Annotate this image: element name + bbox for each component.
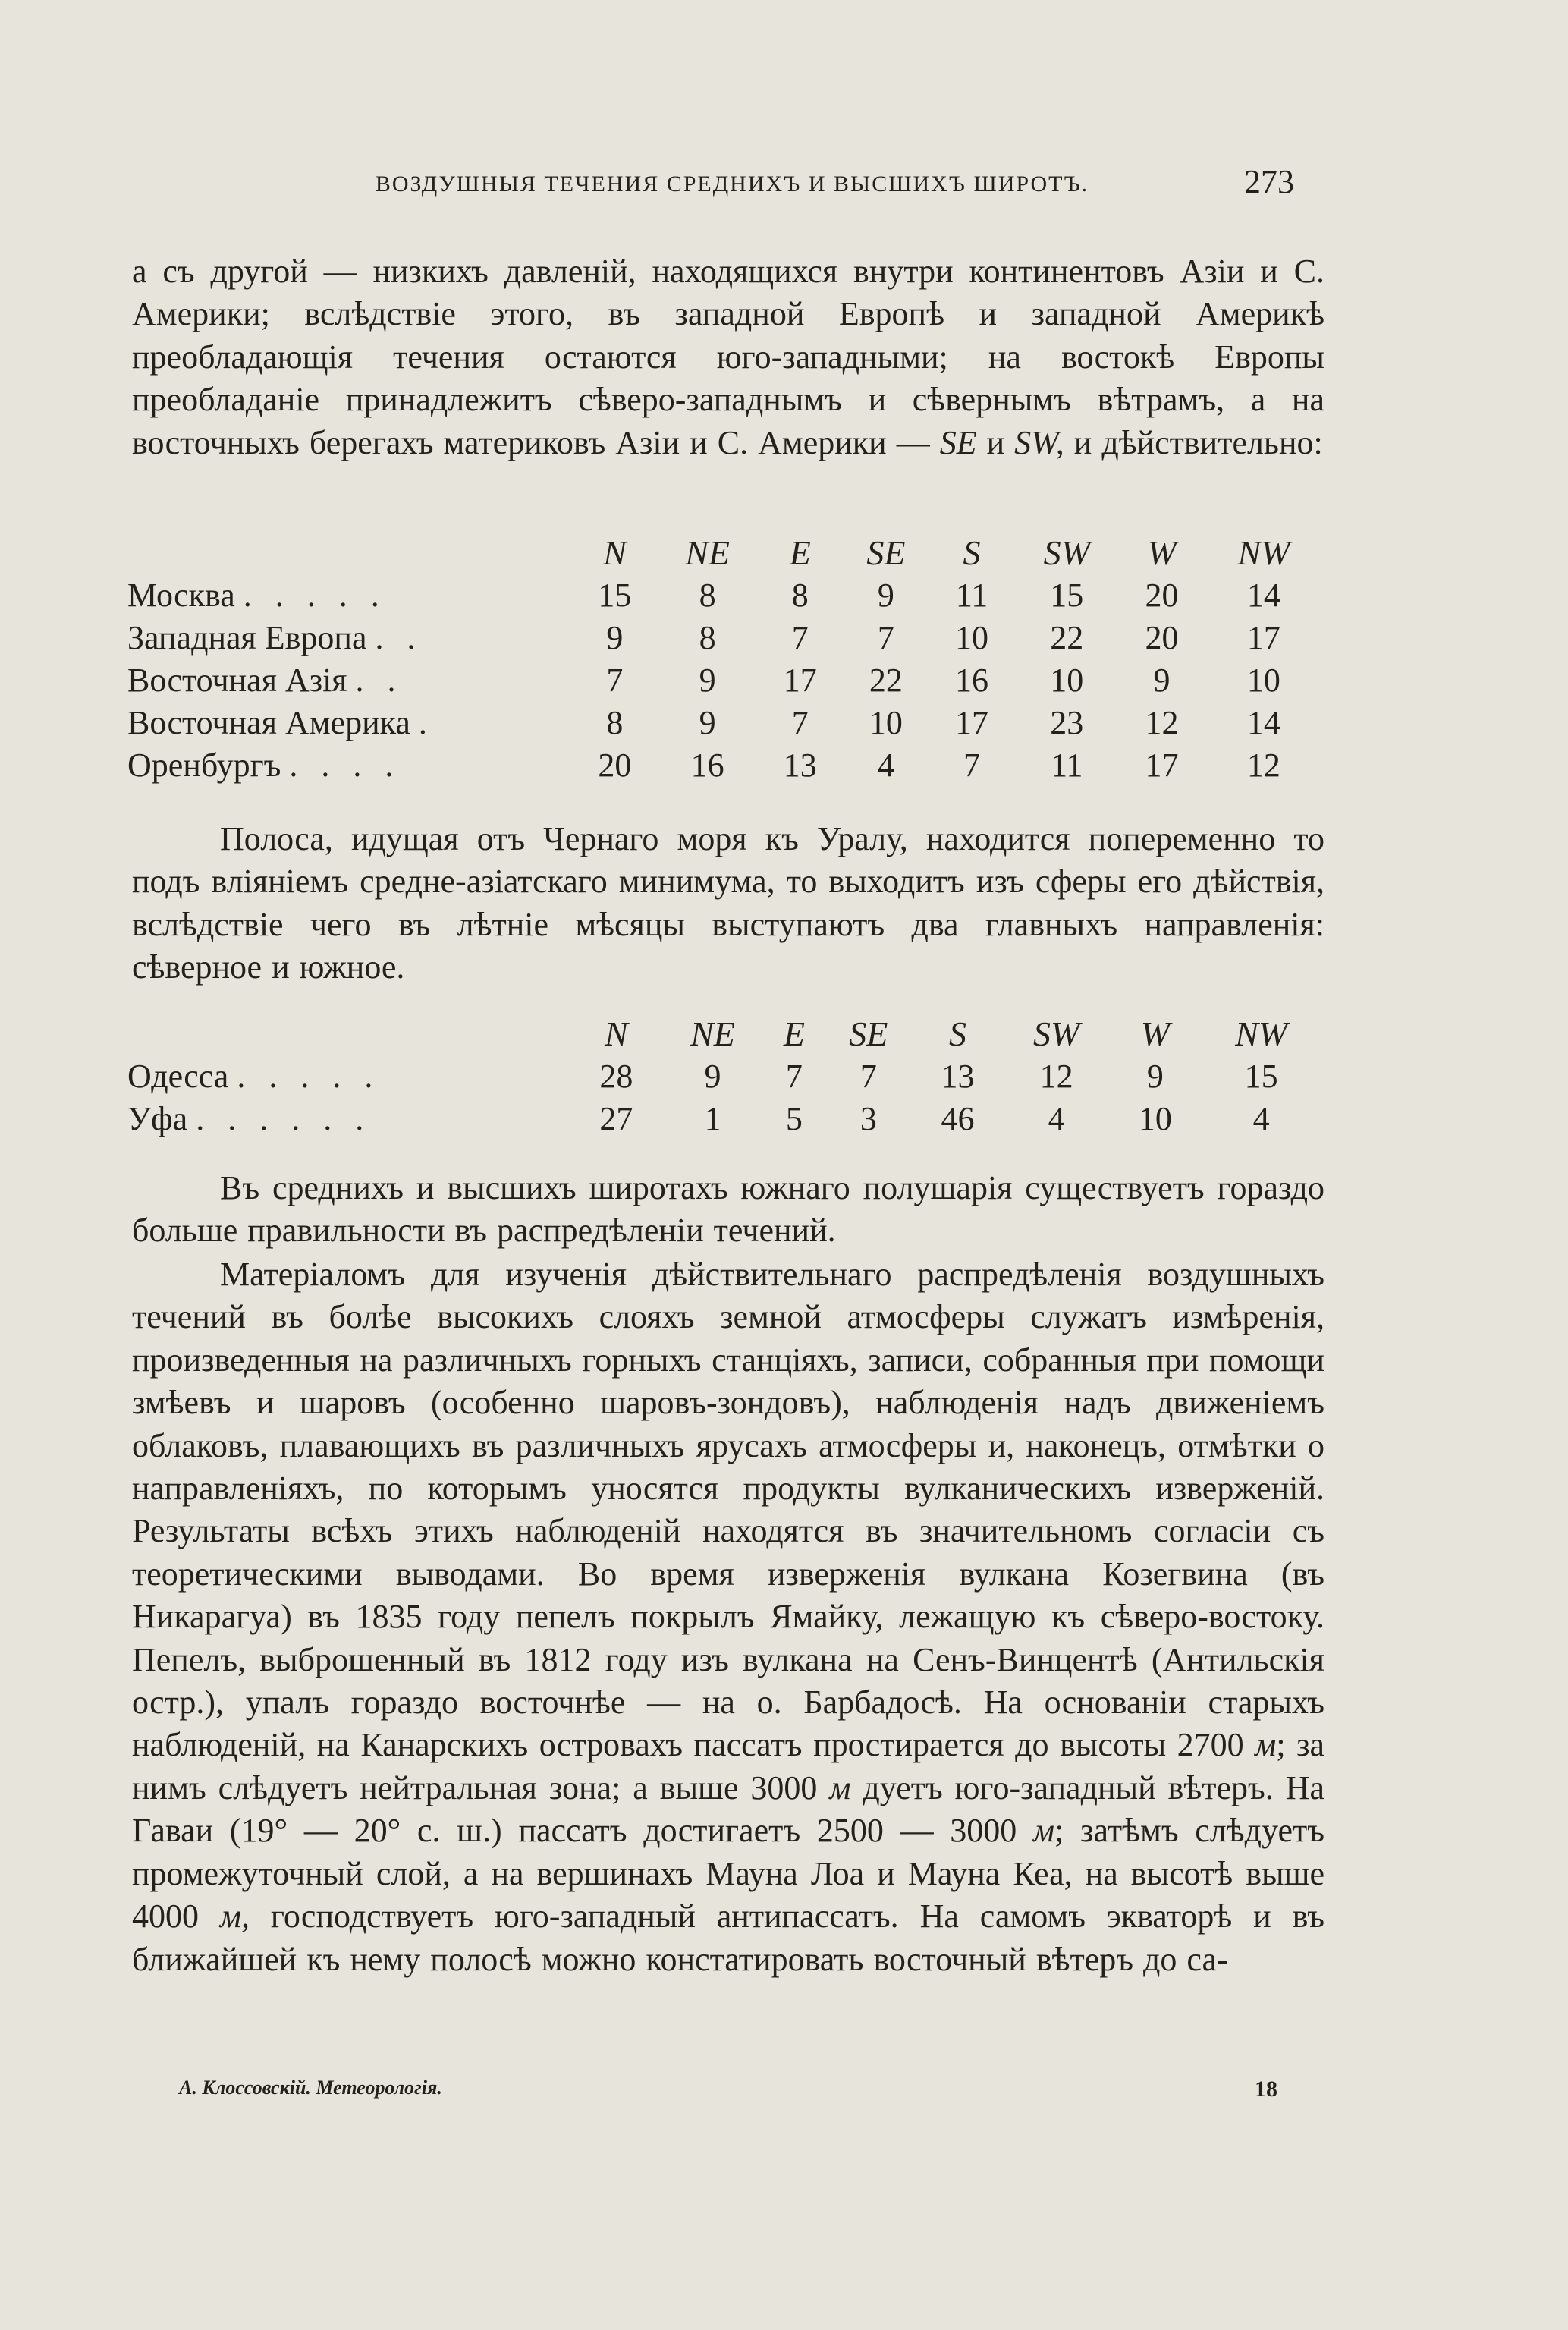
- table-row: Западная Европа . . 9 8 7 7 10 22 20 17: [127, 616, 1326, 659]
- table-header-row: [127, 531, 1326, 574]
- table-cell: 10: [955, 618, 989, 656]
- column-header: NE: [685, 533, 730, 572]
- table-cell: 16: [955, 661, 989, 699]
- row-label: Одесса: [127, 1057, 229, 1095]
- table-cell: 3: [859, 1099, 877, 1137]
- table-row: Восточная Азія . . 7 9 17 22 16 10 9 10: [127, 659, 1326, 701]
- table-cell: 8: [699, 576, 716, 614]
- table-header-row: [127, 1012, 1326, 1055]
- table-cell: 4: [877, 746, 894, 784]
- table-cell: 14: [1246, 576, 1280, 614]
- table-cell: 7: [877, 618, 894, 656]
- wind-table-2: [127, 1012, 1326, 1140]
- table-cell: 7: [859, 1057, 877, 1095]
- row-label: Уфа: [127, 1099, 188, 1137]
- table-cell: 28: [599, 1057, 633, 1095]
- column-header: E: [783, 1014, 805, 1053]
- table-cell: 14: [1246, 703, 1280, 741]
- table-cell: 13: [783, 746, 817, 784]
- table-cell: 9: [1153, 661, 1171, 699]
- table-cell: 9: [699, 661, 716, 699]
- table-cell: 9: [606, 618, 624, 656]
- table-cell: 23: [1050, 703, 1084, 741]
- table-cell: 12: [1246, 746, 1280, 784]
- table-cell: 12: [1145, 703, 1179, 741]
- column-header: E: [789, 533, 811, 572]
- row-label: Оренбургъ: [127, 746, 281, 784]
- table-cell: 8: [791, 576, 809, 614]
- column-header: NW: [1235, 1014, 1288, 1053]
- column-header: SW: [1043, 533, 1090, 572]
- table-cell: 27: [599, 1099, 633, 1137]
- row-label: Москва: [127, 576, 235, 614]
- table-cell: 22: [869, 661, 903, 699]
- row-label: Восточная Америка: [127, 703, 410, 741]
- table-cell: 5: [785, 1099, 803, 1137]
- column-header: N: [602, 533, 627, 572]
- table-cell: 10: [1138, 1099, 1172, 1137]
- paragraph-1: а съ другой — низкихъ давленій, находящихся внутри континентовъ Азіи и С. Америки; вслѣдствіе этого, въ западной Европѣ и западной Америкѣ преобладающія течения остаются юго-западными; на востокѣ Европы преобладаніе принадлежитъ сѣверо-западнымъ и сѣвернымъ вѣтрамъ, а на восточныхъ берегахъ материковъ Азіи и С. Америки — SE и SW, и дѣйствительно:: [132, 253, 1324, 461]
- row-label: Западная Европа: [127, 618, 367, 656]
- column-header: SE: [866, 533, 906, 572]
- table-cell: 17: [783, 661, 817, 699]
- table-cell: 7: [791, 618, 809, 656]
- table-cell: 1: [704, 1099, 721, 1137]
- row-label: Восточная Азія: [127, 661, 347, 699]
- page-number: 273: [1244, 163, 1294, 200]
- table-cell: 17: [955, 703, 989, 741]
- table-cell: 15: [598, 576, 632, 614]
- column-header: S: [948, 1014, 966, 1053]
- table-cell: 10: [1246, 661, 1280, 699]
- table-cell: 12: [1039, 1057, 1073, 1095]
- table-cell: 9: [877, 576, 894, 614]
- table-cell: 20: [1145, 618, 1179, 656]
- footer-author: А. Клоссовскій. Метеорологія.: [179, 2077, 442, 2099]
- column-header: N: [605, 1014, 628, 1053]
- column-header: SW: [1033, 1014, 1080, 1053]
- column-header: W: [1147, 533, 1177, 572]
- wind-table-1: [127, 531, 1326, 786]
- table-cell: 4: [1048, 1099, 1065, 1137]
- table-row: Восточная Америка . 8 9 7 10 17 23 12 14: [127, 701, 1326, 744]
- table-cell: 8: [699, 618, 716, 656]
- table-cell: 46: [941, 1099, 975, 1137]
- table-cell: 11: [1051, 746, 1083, 784]
- table-cell: 4: [1252, 1099, 1270, 1137]
- column-header: NW: [1237, 533, 1290, 572]
- table-cell: 17: [1246, 618, 1280, 656]
- column-header: W: [1140, 1014, 1171, 1053]
- signature-mark: 18: [1255, 2077, 1277, 2102]
- table-cell: 17: [1145, 746, 1179, 784]
- table-cell: 8: [606, 703, 624, 741]
- table-cell: 7: [785, 1057, 803, 1095]
- table-cell: 9: [1146, 1057, 1164, 1095]
- table-cell: 15: [1244, 1057, 1278, 1095]
- table-row: Оренбургъ . . . . 20 16 13 4 7 11 17 12: [127, 744, 1326, 786]
- table-cell: 7: [963, 746, 981, 784]
- table-row: Одесса . . . . . 28 9 7 7 13 12 9 15: [127, 1055, 1326, 1097]
- table-cell: 13: [941, 1057, 975, 1095]
- table-cell: 20: [598, 746, 632, 784]
- table-cell: 20: [1145, 576, 1179, 614]
- table-cell: 15: [1050, 576, 1084, 614]
- table-row: Москва . . . . . 15 8 8 9 11 15 20 14: [127, 574, 1326, 616]
- table-cell: 7: [606, 661, 624, 699]
- table-cell: 10: [1050, 661, 1084, 699]
- column-header: SE: [849, 1014, 888, 1053]
- table-cell: 11: [955, 576, 988, 614]
- table-cell: 7: [791, 703, 809, 741]
- table-cell: 22: [1050, 618, 1084, 656]
- running-header: ВОЗДУШНЫЯ ТЕЧЕНИЯ СРЕДНИХЪ И ВЫСШИХЪ ШИРОТЪ.: [375, 171, 1089, 197]
- table-row: Уфа . . . . . . 27 1 5 3 46 4 10 4: [127, 1097, 1326, 1140]
- table-cell: 16: [690, 746, 724, 784]
- table-cell: 10: [869, 703, 903, 741]
- paragraph-3: Въ среднихъ и высшихъ широтахъ южнаго полушарія существуетъ гораздо больше правильности въ распредѣленіи течений.: [132, 1169, 1324, 1250]
- paragraph-4: Матеріаломъ для изученія дѣйствительнаго распредѣленія воздушныхъ течений въ болѣе высокихъ слояхъ земной атмосферы служатъ измѣренія, произведенныя на различныхъ горныхъ станціяхъ, записи, собранныя при помощи змѣевъ и шаровъ (особенно шаровъ-зондовъ), наблюденія надъ движеніемъ облаковъ, плавающихъ въ различныхъ ярусахъ атмосферы и, наконецъ, отмѣтки о направленіяхъ, по которымъ уносятся продукты вулканическихъ изверженій. Результаты всѣхъ этихъ наблюденій находятся въ значительномъ согласіи съ теоретическими выводами. Во время изверженія вулкана Козегвина (въ Никарагуа) въ 1835 году пепелъ покрылъ Ямайку, лежащую къ сѣверо-востоку. Пепелъ, выброшенный въ 1812 году изъ вулкана на Сенъ-Винцентѣ (Антильскія остр.), упалъ гораздо восточнѣе — на о. Барбадосѣ. На основаніи старыхъ наблюденій, на Канарскихъ островахъ пассатъ простирается до высоты 2700 м; за нимъ слѣдуетъ нейтральная зона; а выше 3000 м дуетъ юго-западный вѣтеръ. На Гаваи (19° — 20° с. ш.) пассатъ достигаетъ 2500 — 3000 м; затѣмъ слѣдуетъ промежуточный слой, а на вершинахъ Мауна Лоа и Мауна Кеа, на высотѣ выше 4000 м, господствуетъ юго-западный антипассатъ. На самомъ экваторѣ и въ ближайшей къ нему полосѣ можно констатировать восточный вѣтеръ до са-: [132, 1256, 1324, 1978]
- table-cell: 9: [704, 1057, 721, 1095]
- column-header: S: [963, 533, 981, 572]
- table-cell: 9: [699, 703, 716, 741]
- column-header: NE: [690, 1014, 735, 1053]
- paragraph-2: Полоса, идущая отъ Чернаго моря къ Уралу, находится попеременно то подъ вліяніемъ средне-азіатскаго минимума, то выходитъ изъ сферы его дѣйствія, вслѣдствіе чего въ лѣтніе мѣсяцы выступаютъ два главныхъ направленія: сѣверное и южное.: [132, 820, 1324, 986]
